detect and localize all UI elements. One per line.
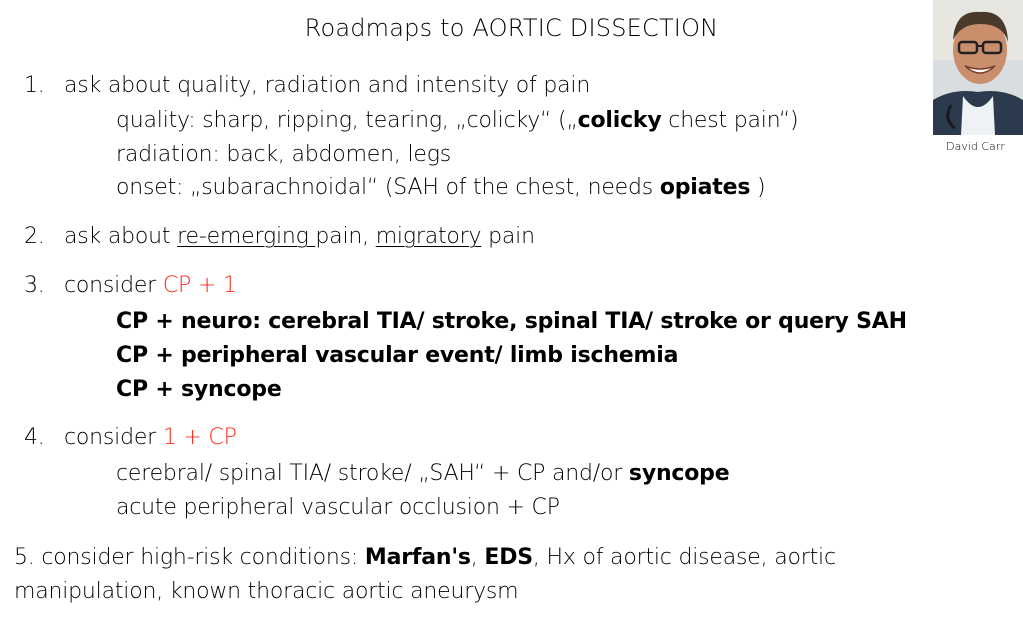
- item-2-number: 2.: [24, 224, 45, 249]
- item-1-onset-text: onset: „subarachnoidal“ (SAH of the chest, needs: [116, 175, 660, 200]
- item-1-onset-end: ): [750, 175, 766, 200]
- item-2-pre: ask about: [64, 224, 178, 249]
- item-1-quality-emphasis: colicky: [577, 108, 662, 133]
- item-4-line-1-text: cerebral/ spinal TIA/ stroke/ „SAH“ + CP and/or: [116, 461, 629, 486]
- item-4-line-1: [116, 461, 729, 486]
- item-5-pre: 5. consider high-risk conditions:: [14, 545, 365, 570]
- item-2-mid: pain,: [315, 224, 376, 249]
- item-3-number: 3.: [24, 273, 45, 298]
- slide-title: Roadmaps to AORTIC DISSECTION: [304, 14, 719, 42]
- presenter-photo: [933, 0, 1023, 135]
- item-1-radiation: radiation: back, abdomen, legs: [116, 142, 451, 167]
- item-3-heading: [64, 273, 237, 298]
- item-2-text: [64, 224, 535, 249]
- item-5-marfan: Marfan's: [364, 545, 471, 570]
- item-3-line-3: CP + syncope: [116, 377, 282, 402]
- item-1-quality-text: quality: sharp, ripping, tearing, „colicky“ („: [116, 108, 578, 133]
- item-1-heading: ask about quality, radiation and intensity of pain: [64, 73, 591, 98]
- item-5-eds: EDS: [484, 545, 533, 570]
- item-4-number: 4.: [24, 425, 45, 450]
- item-4-red: 1 + CP: [162, 425, 237, 450]
- item-5-sep: ,: [470, 545, 485, 570]
- item-3-red: CP + 1: [162, 273, 237, 298]
- item-3-line-1: CP + neuro: cerebral TIA/ stroke, spinal TIA/ stroke or query SAH: [116, 309, 907, 334]
- item-2-underlined-2: migratory: [375, 224, 482, 249]
- item-2-post: pain: [481, 224, 535, 249]
- item-1-onset: [116, 175, 765, 200]
- item-4-line-1-emphasis: syncope: [628, 461, 730, 486]
- photo-caption: David Carr: [946, 140, 1005, 153]
- item-1-quality: [116, 108, 798, 133]
- item-3-line-2: CP + peripheral vascular event/ limb ischemia: [116, 343, 679, 368]
- item-1-number: 1.: [24, 73, 45, 98]
- item-4-line-2: acute peripheral vascular occlusion + CP: [116, 495, 560, 520]
- item-3-pre: consider: [64, 273, 163, 298]
- item-2-underlined-1: re-emerging: [177, 224, 316, 249]
- item-4-pre: consider: [64, 425, 163, 450]
- item-4-heading: [64, 425, 237, 450]
- item-1-onset-emphasis: opiates: [659, 175, 751, 200]
- item-5-line-1: [14, 545, 836, 570]
- item-5-post: , Hx of aortic disease, aortic: [532, 545, 836, 570]
- item-1-quality-end: chest pain“): [661, 108, 799, 133]
- item-5-line-2: manipulation, known thoracic aortic aneurysm: [14, 579, 519, 604]
